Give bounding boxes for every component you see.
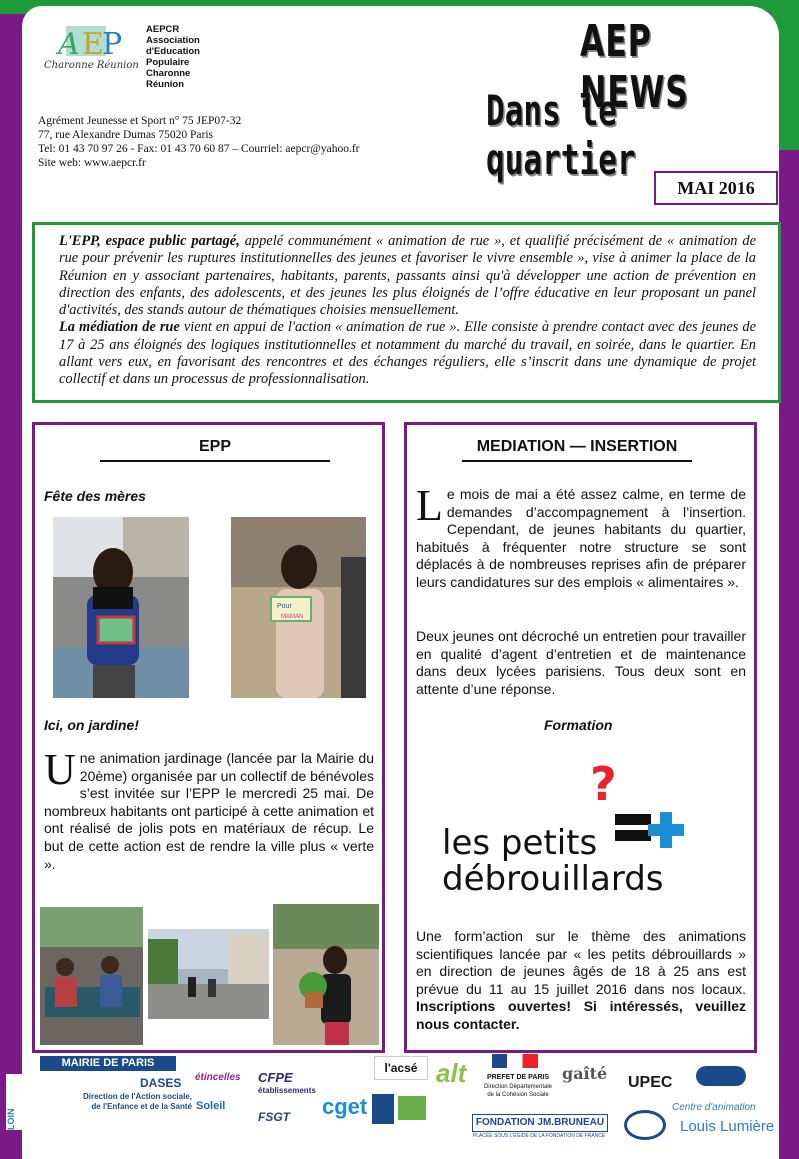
svg-text:Pour: Pour	[277, 603, 292, 610]
acse-logo: l'acsé	[374, 1056, 428, 1080]
epp-heading: EPP	[198, 438, 231, 455]
newsletter-subtitle: Dans le quartier	[486, 86, 636, 184]
svg-text:débrouillards: débrouillards	[442, 859, 664, 899]
svg-text:A: A	[58, 27, 80, 62]
section-title-formation: Formation	[544, 717, 613, 733]
jardinage-paragraph: Une animation jardinage (lancée par la Mairie du 20ème) organisée par un collectif de bénévoles s’est invitée sur l’EPP le mercredi 25 mai. De nombreux habitants ont participé à cette animation et ont réalisé de jolis pots en matériaux de récup. Le but de cette action est de rendre la ville plus « verte ».	[44, 745, 374, 872]
republique-logo	[492, 1054, 538, 1068]
mediation-heading: MEDIATION — INSERTION	[476, 438, 678, 455]
contact-block	[38, 114, 360, 170]
plus-logo	[398, 1096, 426, 1120]
prefet-line-3: de la Cohésion Sociale	[487, 1092, 549, 1098]
upec-logo: UPEC	[628, 1074, 673, 1091]
mairie-paris-logo: MAIRIE DE PARIS	[40, 1056, 176, 1071]
etincelles-logo: étincelles	[195, 1072, 241, 1083]
partner-badge-logo	[696, 1066, 746, 1086]
dropcap-u: U	[44, 745, 76, 794]
photo-jardin-3	[273, 904, 379, 1045]
formation-paragraph: Une form’action sur le thème des animations scientifiques lancée par « les petits débrouillards » en direction de jeunes âgés de 18 à 25 ans est prévue du 11 au 15 juillet 2016 dans nos locaux. Inscriptions ouvertes! Si intéressés, veuillez nous contacter.	[416, 928, 746, 1032]
issue-date: MAI 2016	[654, 171, 778, 205]
section-title-fete: Fête des mères	[44, 488, 146, 504]
fsgt-logo: FSGT	[258, 1110, 290, 1124]
dropcap-l: L	[416, 481, 443, 530]
svg-text:MAMAN: MAMAN	[281, 614, 304, 620]
dases-sub-2: de l'Enfance et de la Santé	[91, 1102, 192, 1111]
soleil-logo: Soleil	[196, 1100, 226, 1112]
loin-logo: LOIN	[6, 1074, 34, 1130]
fondation-sub: PLACÉE SOUS L'ÉGIDE DE LA FONDATION DE FRANCE	[472, 1133, 606, 1139]
round-partner-logo	[624, 1110, 666, 1140]
contact-line: Tel: 01 43 70 97 26 - Fax: 01 43 70 60 87 – Courriel: aepcr@yahoo.fr	[38, 143, 360, 155]
mediation-paragraph-2: Deux jeunes ont décroché un entretien pour travailler en qualité d’agent d’entretien et de maintenance dans deux lycées parisiens. Tous deux sont en attente d’une réponse.	[416, 628, 746, 697]
cfpe-logo: CFPE	[258, 1070, 293, 1085]
agrement-line: Agrément Jeunesse et Sport n° 75 JEP07-32	[38, 115, 242, 127]
section-title-jardine: Ici, on jardine!	[44, 717, 139, 733]
heading-rule	[100, 460, 330, 462]
charonne-logo	[372, 1094, 394, 1124]
logo-caption: Charonne Réunion	[44, 60, 139, 71]
centre-animation-line-1: Centre d'animation	[672, 1102, 756, 1113]
petits-debrouillards-logo	[440, 760, 740, 900]
prefet-line-1: PREFET DE PARIS	[486, 1074, 550, 1081]
cfpe-sub: établissements	[258, 1086, 316, 1095]
svg-text:P: P	[102, 27, 123, 62]
photo-jardin-1	[40, 907, 143, 1045]
dases-sub-1: Direction de l'Action sociale,	[82, 1092, 192, 1101]
newsletter-title: AEP NEWS	[580, 16, 689, 118]
intro-paragraph-epp: L'EPP, espace public partagé, appelé communément « animation de rue », et qualifié précisément de « animation de rue pour prévenir les ruptures institutionnelles des jeunes et favoriser le vivre ensemble », vise à animer la place de la Réunion en y associant partenaires, habitants, parents, passants ainsi qu'à développer une action de prévention en direction des enfants, des adolescents, et des jeunes les plus éloignés de l’offre éducative en leur proposant un panel d'activités, des stands autour de thématiques choisies mensuellement.	[59, 233, 756, 319]
partners-band	[0, 1052, 799, 1159]
photo-fete-1	[53, 517, 189, 698]
mediation-paragraph-1: Le mois de mai a été assez calme, en terme de demandes d’accompagnement à l’insertion. Cependant, de jeunes habitants du quartier, habitués à fréquenter notre structure se sont déplacés à de nombreuses reprises afin de préparer leurs candidatures sur des emplois « alimentaires ».	[416, 481, 746, 590]
svg-text:E: E	[82, 27, 104, 62]
website-line[interactable]: Site web: www.aepcr.fr	[38, 157, 146, 169]
association-name: AEPCR Association d'Education Populaire Charonne Réunion	[146, 24, 200, 90]
svg-text:les petits: les petits	[442, 823, 598, 863]
fondation-logo: FONDATION JM.BRUNEAU	[472, 1114, 608, 1132]
intro-paragraph-mediation: La médiation de rue vient en appui de l'action « animation de rue ». Elle consiste à prendre contact avec des jeunes de 17 à 25 ans éloignés des logiques institutionnelles et notamment du marché du travail, en soirée, dans le quartier. En allant vers eux, en favorisant des rencontres et des échanges réguliers, elle s’inscrit dans une dynamique de projet collectif et dans un processus de professionnalisation.	[59, 319, 756, 388]
frame-right-bar	[779, 150, 799, 1159]
address-line: 77, rue Alexandre Dumas 75020 Paris	[38, 129, 214, 141]
cget-logo: cget	[322, 1094, 368, 1119]
alt-logo: alt	[436, 1058, 467, 1088]
heading-rule	[462, 460, 692, 462]
svg-text:?: ?	[590, 760, 617, 811]
photo-fete-2	[231, 517, 366, 698]
dases-logo: DASES	[140, 1076, 182, 1090]
centre-animation-line-2: Louis Lumière	[680, 1118, 775, 1135]
intro-box	[32, 222, 781, 403]
photo-jardin-2	[148, 929, 269, 1019]
prefet-line-2: Direction Départementale	[483, 1084, 553, 1090]
gaite-logo: gaîté	[562, 1064, 608, 1083]
